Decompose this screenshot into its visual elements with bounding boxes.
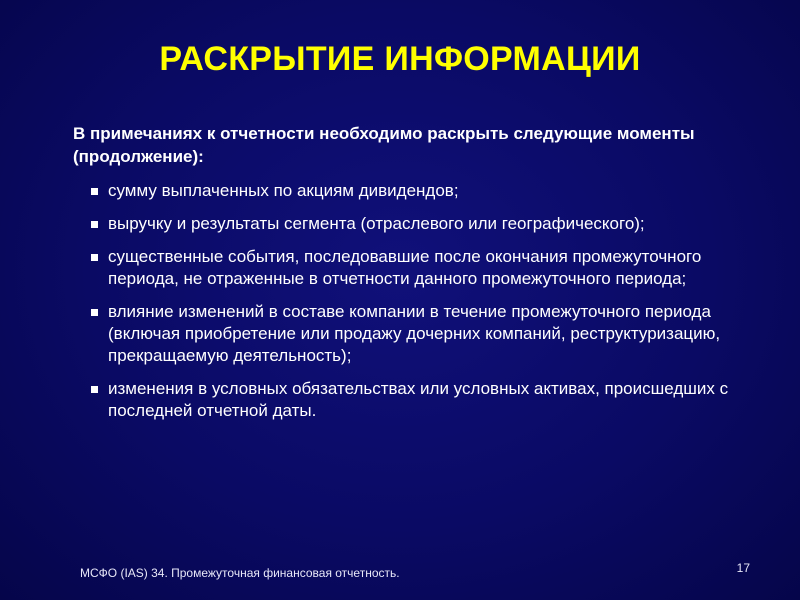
square-bullet-icon bbox=[91, 386, 98, 393]
list-item-text: существенные события, последовавшие после окончания промежуточного периода, не отраженные в отчетности данного промежуточного периода; bbox=[108, 247, 702, 288]
square-bullet-icon bbox=[91, 254, 98, 261]
square-bullet-icon bbox=[91, 309, 98, 316]
list-item-text: изменения в условных обязательствах или условных активах, происшедших с последней отчетной даты. bbox=[108, 379, 729, 420]
intro-text: В примечаниях к отчетности необходимо раскрыть следующие моменты (продолжение): bbox=[73, 124, 695, 166]
list-item-text: выручку и результаты сегмента (отраслевого или географического); bbox=[108, 214, 645, 233]
page-number: 17 bbox=[736, 561, 750, 575]
list-item bbox=[90, 246, 760, 290]
list-item bbox=[90, 213, 760, 235]
slide-title: РАСКРЫТИЕ ИНФОРМАЦИИ bbox=[159, 40, 641, 78]
list-item bbox=[90, 180, 760, 202]
list-item bbox=[90, 378, 760, 422]
list-item bbox=[90, 301, 760, 367]
footer-text: МСФО (IAS) 34. Промежуточная финансовая отчетность. bbox=[80, 566, 400, 580]
bullet-list bbox=[90, 180, 760, 433]
square-bullet-icon bbox=[91, 188, 98, 195]
list-item-text: влияние изменений в составе компании в течение промежуточного периода (включая приобретение или продажу дочерних компаний, реструктуризацию, прекращаемую деятельность); bbox=[108, 302, 721, 365]
list-item-text: сумму выплаченных по акциям дивидендов; bbox=[108, 181, 459, 200]
square-bullet-icon bbox=[91, 221, 98, 228]
